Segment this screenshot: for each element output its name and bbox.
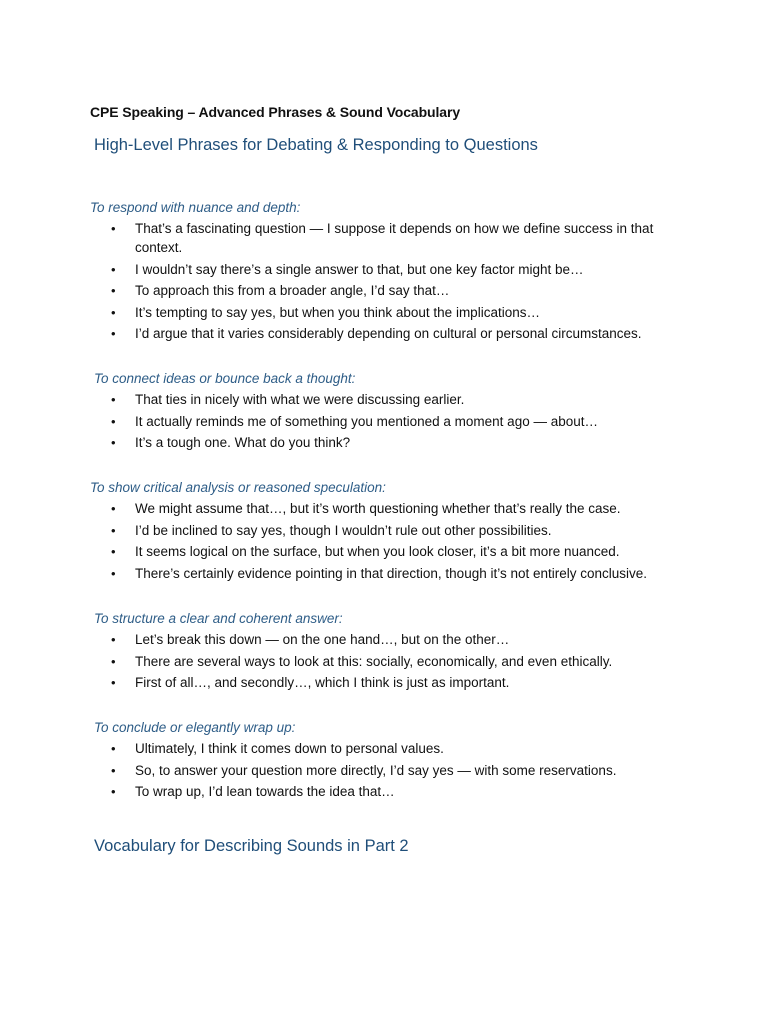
document-title: CPE Speaking – Advanced Phrases & Sound Vocabulary [90, 104, 461, 120]
bullet-list [90, 630, 690, 692]
bullet-icon: • [111, 522, 116, 538]
list-item-text: It actually reminds me of something you mentioned a moment ago — about… [135, 413, 598, 429]
list-item [90, 260, 680, 279]
bullet-icon: • [111, 326, 116, 341]
bullet-icon: • [111, 784, 116, 799]
phrase-group-connect [90, 368, 690, 455]
bullet-icon: • [111, 435, 116, 450]
list-item-text: That ties in nicely with what we were discussing earlier. [135, 392, 465, 407]
list-item [90, 433, 680, 452]
phrase-group-title: To conclude or elegantly wrap up: [94, 720, 296, 735]
phrase-group-title: To respond with nuance and depth: [90, 200, 301, 215]
list-item-text: Let’s break this down — on the one hand…, but on the other… [135, 632, 510, 647]
section-heading-phrases: High-Level Phrases for Debating & Responding to Questions [94, 136, 538, 154]
list-item [90, 542, 680, 561]
list-item [90, 521, 680, 540]
list-item-text: I wouldn’t say there’s a single answer to that, but one key factor might be… [135, 261, 584, 277]
list-item-text: To wrap up, I’d lean towards the idea that… [135, 784, 395, 799]
list-item [90, 761, 680, 780]
list-item-text: I’d be inclined to say yes, though I wouldn’t rule out other possibilities. [135, 522, 552, 538]
phrase-group-title: To structure a clear and coherent answer: [94, 611, 343, 626]
list-item [90, 412, 680, 431]
bullet-icon: • [111, 501, 116, 516]
list-item [90, 219, 680, 257]
list-item-text: There are several ways to look at this: socially, economically, and even ethically. [135, 653, 613, 669]
list-item [90, 390, 680, 409]
list-item [90, 281, 680, 300]
bullet-icon: • [111, 283, 116, 298]
bullet-list [90, 390, 690, 452]
list-item-text: First of all…, and secondly…, which I think is just as important. [135, 675, 510, 690]
list-item-text: It’s tempting to say yes, but when you think about the implications… [135, 304, 540, 320]
bullet-icon: • [111, 544, 116, 559]
list-item-text: It seems logical on the surface, but when you look closer, it’s a bit more nuanced. [135, 544, 620, 559]
list-item-text: I’d argue that it varies considerably depending on cultural or personal circumstances. [135, 326, 642, 341]
list-item [90, 564, 680, 583]
bullet-icon: • [111, 392, 116, 407]
bullet-icon: • [111, 565, 116, 581]
list-item-text: So, to answer your question more directly, I’d say yes — with some reservations. [135, 762, 617, 778]
bullet-list [90, 739, 690, 801]
bullet-list [90, 219, 690, 343]
bullet-icon: • [111, 762, 116, 778]
phrase-group-conclude [90, 717, 690, 804]
phrase-group-analysis [90, 477, 690, 585]
bullet-icon: • [111, 304, 116, 320]
list-item [90, 652, 680, 671]
phrase-group-title: To show critical analysis or reasoned speculation: [90, 480, 386, 495]
bullet-icon: • [111, 261, 116, 277]
bullet-icon: • [111, 632, 116, 647]
bullet-icon: • [111, 653, 116, 669]
bullet-icon: • [111, 221, 116, 236]
section-heading-sound-vocabulary: Vocabulary for Describing Sounds in Part 2 [94, 837, 409, 855]
list-item [90, 630, 680, 649]
bullet-icon: • [111, 741, 116, 756]
list-item-text: Ultimately, I think it comes down to personal values. [135, 741, 444, 756]
list-item [90, 782, 680, 801]
phrase-group-title: To connect ideas or bounce back a thought: [94, 371, 356, 386]
list-item [90, 303, 680, 322]
list-item [90, 499, 680, 518]
list-item-text: That’s a fascinating question — I suppose it depends on how we define success in that context. [135, 221, 654, 255]
list-item [90, 739, 680, 758]
list-item [90, 324, 680, 343]
phrase-group-structure [90, 608, 690, 695]
bullet-list [90, 499, 690, 583]
list-item-text: There’s certainly evidence pointing in that direction, though it’s not entirely conclusive. [135, 565, 648, 581]
phrase-group-nuance [90, 197, 690, 346]
bullet-icon: • [111, 675, 116, 690]
list-item [90, 673, 680, 692]
list-item-text: We might assume that…, but it’s worth questioning whether that’s really the case. [135, 501, 621, 516]
bullet-icon: • [111, 413, 116, 429]
list-item-text: It’s a tough one. What do you think? [135, 435, 351, 450]
list-item-text: To approach this from a broader angle, I’d say that… [135, 283, 450, 298]
